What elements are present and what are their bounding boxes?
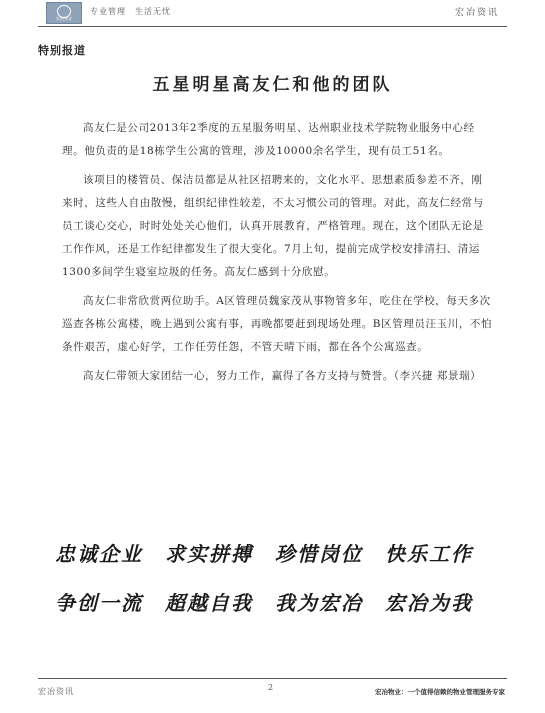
motto-item: 争创一流 [55, 591, 143, 615]
motto-row [55, 538, 520, 567]
motto-item: 忠诚企业 [55, 542, 143, 566]
page-number: 2 [268, 683, 274, 692]
motto-block [55, 538, 520, 636]
footer-tagline: 宏冶物业：一个值得信赖的物业管理服务专家 [375, 688, 505, 696]
article-body [62, 117, 493, 394]
footer-brand: 宏冶资讯 [38, 687, 74, 696]
footer-divider [38, 678, 507, 679]
article-paragraph: 该项目的楼管员、保洁员都是从社区招聘来的，文化水平、思想素质参差不齐，刚来时，这些人自由散慢，组织纪律性较差，不太习惯公司的管理。对此，高友仁经常与员工谈心交心，时时处处关心他们，认真开展教育，严格管理。现在，这个团队无论是工作作风，还是工作纪律都发生了很大变化。7月上旬，提前完成学校安排清扫、清运1300多间学生寝室垃圾的任务。高友仁感到十分欣慰。 [62, 174, 484, 278]
article-paragraph: 高友仁是公司2013年2季度的五星服务明星、达州职业技术学院物业服务中心经理。他负责的是18栋学生公寓的管理，涉及10000余名学生，现有员工51名。 [62, 122, 475, 157]
motto-item: 超越自我 [165, 591, 253, 615]
motto-item: 我为宏冶 [275, 591, 363, 615]
motto-item: 珍惜岗位 [275, 542, 363, 566]
header-brand: 宏冶资讯 [454, 8, 499, 18]
header-slogan: 专业管理 生活无忧 [90, 7, 171, 16]
motto-item: 快乐工作 [385, 542, 473, 566]
section-label: 特别报道 [38, 44, 86, 57]
header-divider [38, 26, 507, 27]
article-title: 五星明星高友仁和他的团队 [152, 75, 393, 95]
article-paragraph: 高友仁带领大家团结一心，努力工作，赢得了各方支持与赞誉。（李兴捷 郑景瑞） [83, 370, 482, 382]
page-header [38, 0, 507, 26]
motto-row [55, 587, 520, 616]
motto-item: 求实拼搏 [165, 542, 253, 566]
motto-item: 宏冶为我 [385, 591, 473, 615]
logo-text: 宏冶物业 [56, 16, 72, 21]
article-paragraph: 高友仁非常欣赏两位助手。A区管理员魏家茂从事物管多年，吃住在学校，每天多次巡查各栋公寓楼，晚上遇到公寓有事，再晚都要赶到现场处理。B区管理员汪玉川，不怕条件艰苦，虚心好学，工作任劳任怨，不管天晴下雨，都在各个公寓巡查。 [62, 295, 493, 353]
company-logo [46, 2, 82, 24]
